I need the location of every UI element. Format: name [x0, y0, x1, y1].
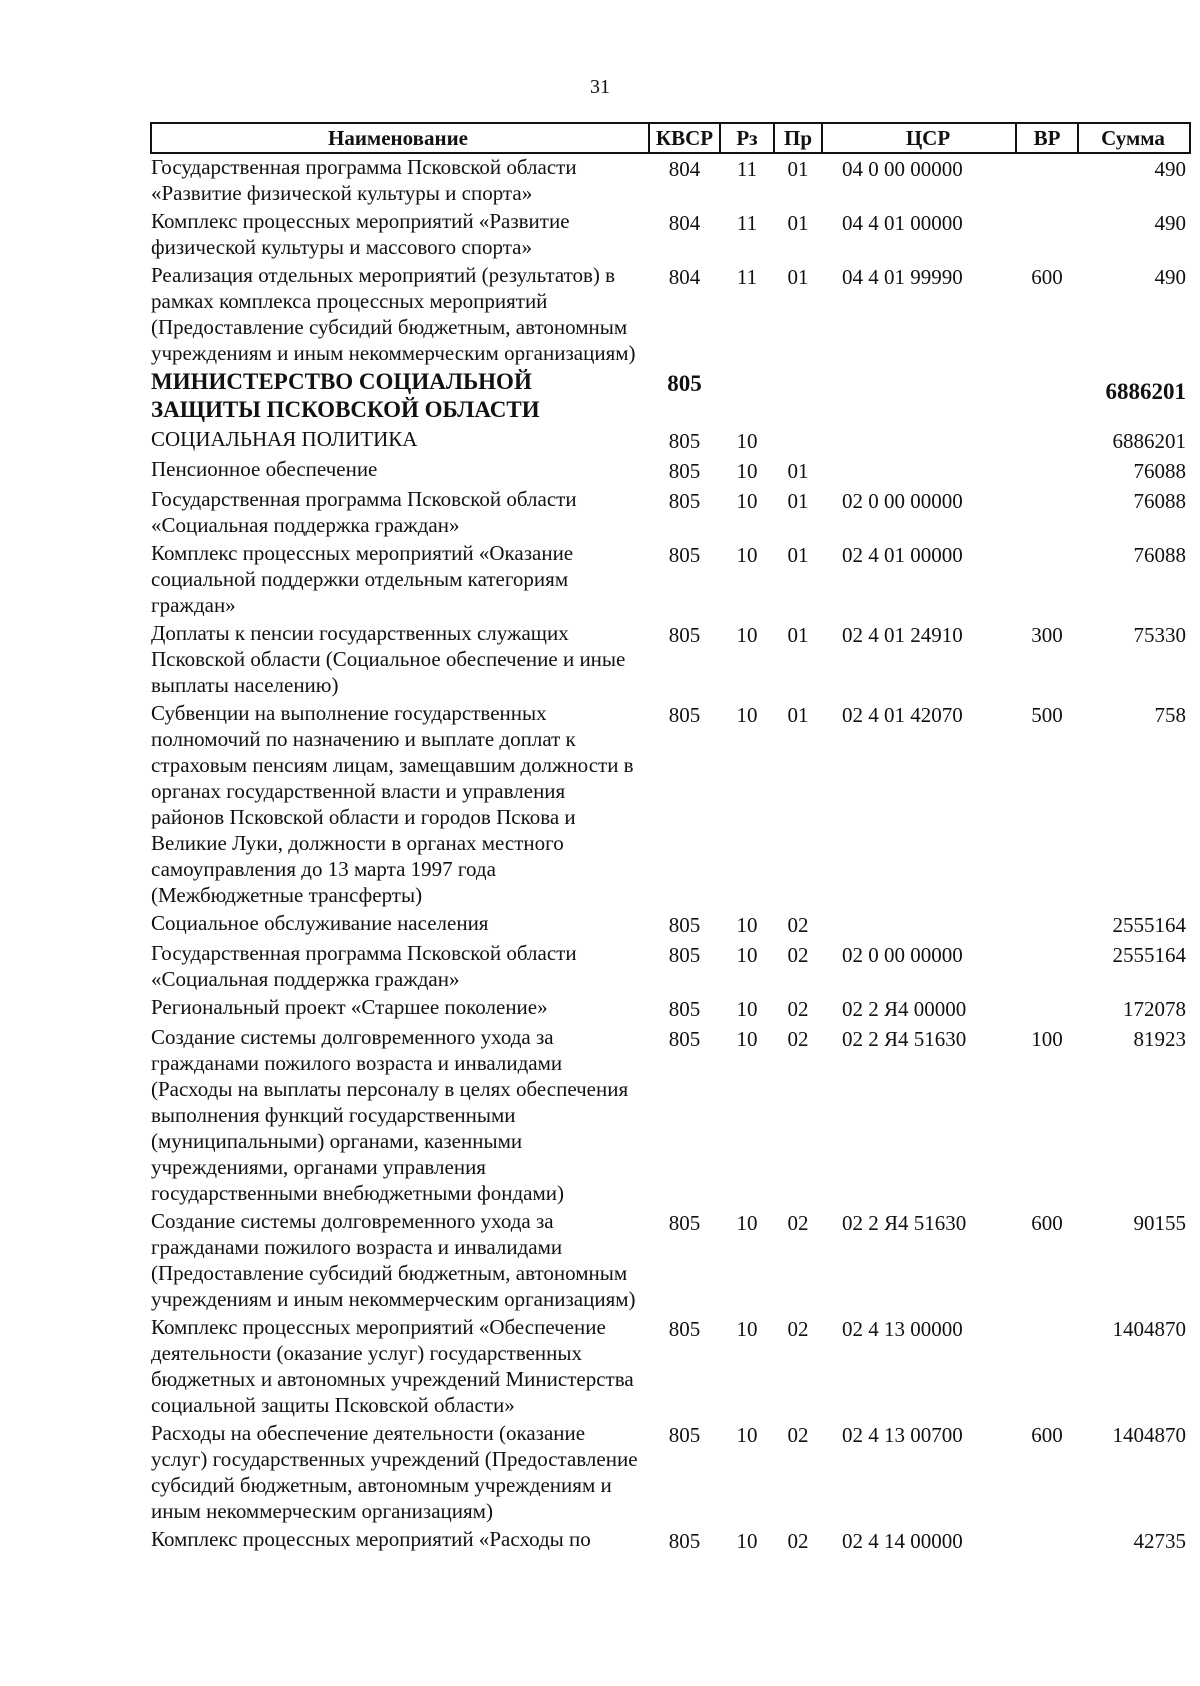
cell-csr: 02 4 13 00000 — [842, 1317, 963, 1341]
cell-vr — [1016, 153, 1078, 208]
cell-name: Комплекс процессных мероприятий «Оказание социальной поддержки отдельным категориям граждан» — [151, 541, 574, 617]
cell-vr — [1016, 486, 1078, 540]
table-row — [151, 1024, 1190, 1208]
table-row — [151, 910, 1190, 940]
header-name: Наименование — [151, 123, 649, 153]
cell-name: Региональный проект «Старшее поколение» — [151, 995, 548, 1019]
cell-csr: 02 4 13 00700 — [842, 1423, 963, 1447]
cell-kvsr: 805 — [667, 371, 702, 396]
cell-pr: 01 — [787, 703, 809, 727]
table-header-row — [151, 123, 1190, 153]
cell-kvsr: 805 — [668, 459, 701, 483]
cell-sum: 76088 — [1133, 543, 1186, 567]
cell-rz: 10 — [736, 429, 758, 453]
cell-pr: 01 — [787, 459, 809, 483]
cell-sum: 2555164 — [1112, 913, 1186, 937]
cell-kvsr: 805 — [668, 703, 701, 727]
header-rz: Рз — [720, 123, 774, 153]
cell-name: Комплекс процессных мероприятий «Расходы по — [151, 1527, 591, 1551]
cell-csr: 02 0 00 00000 — [842, 943, 963, 967]
cell-name: Комплекс процессных мероприятий «Обеспечение деятельности (оказание услуг) государственных бюджетных и автономных учреждений Министерства социальной защиты Псковской области» — [151, 1315, 634, 1417]
table-row — [151, 368, 1190, 426]
cell-pr: 01 — [787, 157, 809, 181]
cell-csr: 02 2 Я4 51630 — [842, 1027, 967, 1051]
cell-name: Государственная программа Псковской области «Социальная поддержка граждан» — [151, 941, 577, 991]
cell-pr: 01 — [787, 489, 809, 513]
cell-sum: 490 — [1154, 157, 1186, 181]
cell-csr: 02 2 Я4 00000 — [842, 997, 967, 1021]
cell-name: Комплекс процессных мероприятий «Развитие физической культуры и массового спорта» — [151, 209, 570, 259]
table-row — [151, 153, 1190, 208]
cell-pr: 01 — [787, 543, 809, 567]
cell-vr — [1016, 368, 1078, 426]
cell-kvsr: 805 — [668, 489, 701, 513]
cell-vr: 100 — [1031, 1027, 1063, 1051]
table-row — [151, 1314, 1190, 1420]
cell-name: Создание системы долговременного ухода за гражданами пожилого возраста и инвалидами (Предоставление субсидий бюджетным, автономным учреждениям и иным некоммерческим организациям) — [151, 1209, 636, 1311]
cell-name: Доплаты к пенсии государственных служащих Псковской области (Социальное обеспечение и иные выплаты населению) — [151, 621, 626, 697]
cell-kvsr: 805 — [668, 913, 701, 937]
cell-pr: 02 — [787, 1529, 809, 1553]
cell-vr — [1016, 208, 1078, 262]
cell-vr: 600 — [1031, 1423, 1063, 1447]
cell-csr: 02 4 01 00000 — [842, 543, 963, 567]
cell-kvsr: 805 — [668, 1211, 701, 1235]
cell-rz — [720, 368, 774, 426]
cell-pr — [774, 426, 822, 456]
cell-kvsr: 805 — [668, 543, 701, 567]
budget-table — [150, 122, 1191, 1556]
cell-csr: 04 4 01 99990 — [842, 265, 963, 289]
cell-kvsr: 805 — [668, 1423, 701, 1447]
cell-name: Субвенции на выполнение государственных полномочий по назначению и выплате доплат к страховым пенсиям лицам, замещавшим должности в органах государственной власти и управления районов Псковской области и городов Пскова и Великие Луки, должности в органах местного самоуправления до 13 марта 1997 года (Межбюджетные трансферты) — [151, 701, 634, 907]
table-row — [151, 426, 1190, 456]
cell-rz: 10 — [736, 913, 758, 937]
cell-vr — [1016, 910, 1078, 940]
cell-name: СОЦИАЛЬНАЯ ПОЛИТИКА — [151, 427, 418, 451]
cell-vr — [1016, 994, 1078, 1024]
cell-sum: 81923 — [1133, 1027, 1186, 1051]
header-vr: ВР — [1016, 123, 1078, 153]
cell-name: Социальное обслуживание населения — [151, 911, 489, 935]
cell-name: Расходы на обеспечение деятельности (оказание услуг) государственных учреждений (Предоставление субсидий бюджетным, автономным учреждениям и иным некоммерческим организациям) — [151, 1421, 638, 1523]
cell-kvsr: 805 — [668, 1027, 701, 1051]
cell-csr: 04 4 01 00000 — [842, 211, 963, 235]
cell-csr — [822, 456, 1016, 486]
cell-rz: 11 — [736, 265, 758, 289]
table-row — [151, 1526, 1190, 1556]
cell-kvsr: 804 — [668, 211, 701, 235]
cell-sum: 758 — [1154, 703, 1186, 727]
header-pr: Пр — [774, 123, 822, 153]
table-row — [151, 1208, 1190, 1314]
cell-pr: 01 — [787, 265, 809, 289]
cell-sum: 1404870 — [1112, 1423, 1186, 1447]
cell-vr — [1016, 940, 1078, 994]
table-row — [151, 456, 1190, 486]
cell-rz: 10 — [736, 1027, 758, 1051]
cell-csr: 02 4 01 42070 — [842, 703, 963, 727]
cell-csr: 02 4 01 24910 — [842, 623, 963, 647]
cell-vr — [1016, 1314, 1078, 1420]
cell-rz: 10 — [736, 943, 758, 967]
cell-name: Государственная программа Псковской области «Развитие физической культуры и спорта» — [151, 155, 577, 205]
cell-sum: 42735 — [1133, 1529, 1186, 1553]
cell-kvsr: 804 — [668, 265, 701, 289]
cell-sum: 90155 — [1133, 1211, 1186, 1235]
table-row — [151, 1420, 1190, 1526]
cell-sum: 490 — [1154, 211, 1186, 235]
cell-csr: 02 2 Я4 51630 — [842, 1211, 967, 1235]
cell-name: Реализация отдельных мероприятий (результатов) в рамках комплекса процессных мероприятий (Предоставление субсидий бюджетным, автономным учреждениям и иным некоммерческим организациям) — [151, 263, 636, 365]
cell-pr: 02 — [787, 1317, 809, 1341]
cell-kvsr: 805 — [668, 1317, 701, 1341]
cell-name: Создание системы долговременного ухода за гражданами пожилого возраста и инвалидами (Расходы на выплаты персоналу в целях обеспечения выполнения функций государственными (муниципальными) органами, казенными учреждениями, органами управления государственными внебюджетными фондами) — [151, 1025, 629, 1205]
cell-pr: 02 — [787, 1027, 809, 1051]
table-row — [151, 262, 1190, 368]
cell-rz: 10 — [736, 1317, 758, 1341]
cell-vr: 600 — [1031, 265, 1063, 289]
cell-kvsr: 805 — [668, 623, 701, 647]
cell-rz: 11 — [736, 157, 758, 181]
cell-rz: 10 — [736, 997, 758, 1021]
table-body — [151, 153, 1190, 1556]
cell-vr: 500 — [1031, 703, 1063, 727]
cell-rz: 10 — [736, 1529, 758, 1553]
cell-rz: 10 — [736, 1423, 758, 1447]
page-number: 31 — [590, 76, 610, 98]
cell-csr — [822, 910, 1016, 940]
table-row — [151, 208, 1190, 262]
cell-sum: 76088 — [1133, 459, 1186, 483]
cell-csr: 04 0 00 00000 — [842, 157, 963, 181]
cell-kvsr: 804 — [668, 157, 701, 181]
cell-sum: 490 — [1154, 265, 1186, 289]
table-row — [151, 700, 1190, 910]
table-row — [151, 620, 1190, 700]
cell-rz: 10 — [736, 703, 758, 727]
cell-csr: 02 0 00 00000 — [842, 489, 963, 513]
cell-sum: 76088 — [1133, 489, 1186, 513]
cell-pr: 01 — [787, 623, 809, 647]
table-row — [151, 940, 1190, 994]
cell-kvsr: 805 — [668, 429, 701, 453]
cell-sum: 172078 — [1123, 997, 1186, 1021]
cell-rz: 10 — [736, 623, 758, 647]
cell-vr: 600 — [1031, 1211, 1063, 1235]
cell-pr — [774, 368, 822, 426]
cell-vr — [1016, 540, 1078, 620]
header-kvsr: КВСР — [649, 123, 720, 153]
cell-csr — [822, 426, 1016, 456]
cell-rz: 11 — [736, 211, 758, 235]
cell-name: Пенсионное обеспечение — [151, 457, 378, 481]
header-sum: Сумма — [1078, 123, 1190, 153]
cell-pr: 02 — [787, 913, 809, 937]
cell-csr: 02 4 14 00000 — [842, 1529, 963, 1553]
cell-pr: 02 — [787, 1211, 809, 1235]
cell-vr — [1016, 426, 1078, 456]
cell-sum: 1404870 — [1112, 1317, 1186, 1341]
cell-csr — [822, 368, 1016, 426]
cell-rz: 10 — [736, 489, 758, 513]
cell-rz: 10 — [736, 459, 758, 483]
cell-sum: 75330 — [1133, 623, 1186, 647]
cell-vr — [1016, 1526, 1078, 1556]
cell-name: МИНИСТЕРСТВО СОЦИАЛЬНОЙ ЗАЩИТЫ ПСКОВСКОЙ ОБЛАСТИ — [151, 369, 540, 422]
header-csr: ЦСР — [822, 123, 1016, 153]
table-row — [151, 994, 1190, 1024]
cell-pr: 02 — [787, 943, 809, 967]
cell-sum: 6886201 — [1105, 379, 1186, 404]
cell-sum: 2555164 — [1112, 943, 1186, 967]
cell-pr: 02 — [787, 997, 809, 1021]
cell-pr: 02 — [787, 1423, 809, 1447]
cell-kvsr: 805 — [668, 1529, 701, 1553]
cell-pr: 01 — [787, 211, 809, 235]
cell-vr: 300 — [1031, 623, 1063, 647]
cell-kvsr: 805 — [668, 997, 701, 1021]
cell-name: Государственная программа Псковской области «Социальная поддержка граждан» — [151, 487, 577, 537]
cell-sum: 6886201 — [1112, 429, 1186, 453]
table-row — [151, 540, 1190, 620]
cell-rz: 10 — [736, 1211, 758, 1235]
cell-kvsr: 805 — [668, 943, 701, 967]
table-row — [151, 486, 1190, 540]
cell-vr — [1016, 456, 1078, 486]
cell-rz: 10 — [736, 543, 758, 567]
